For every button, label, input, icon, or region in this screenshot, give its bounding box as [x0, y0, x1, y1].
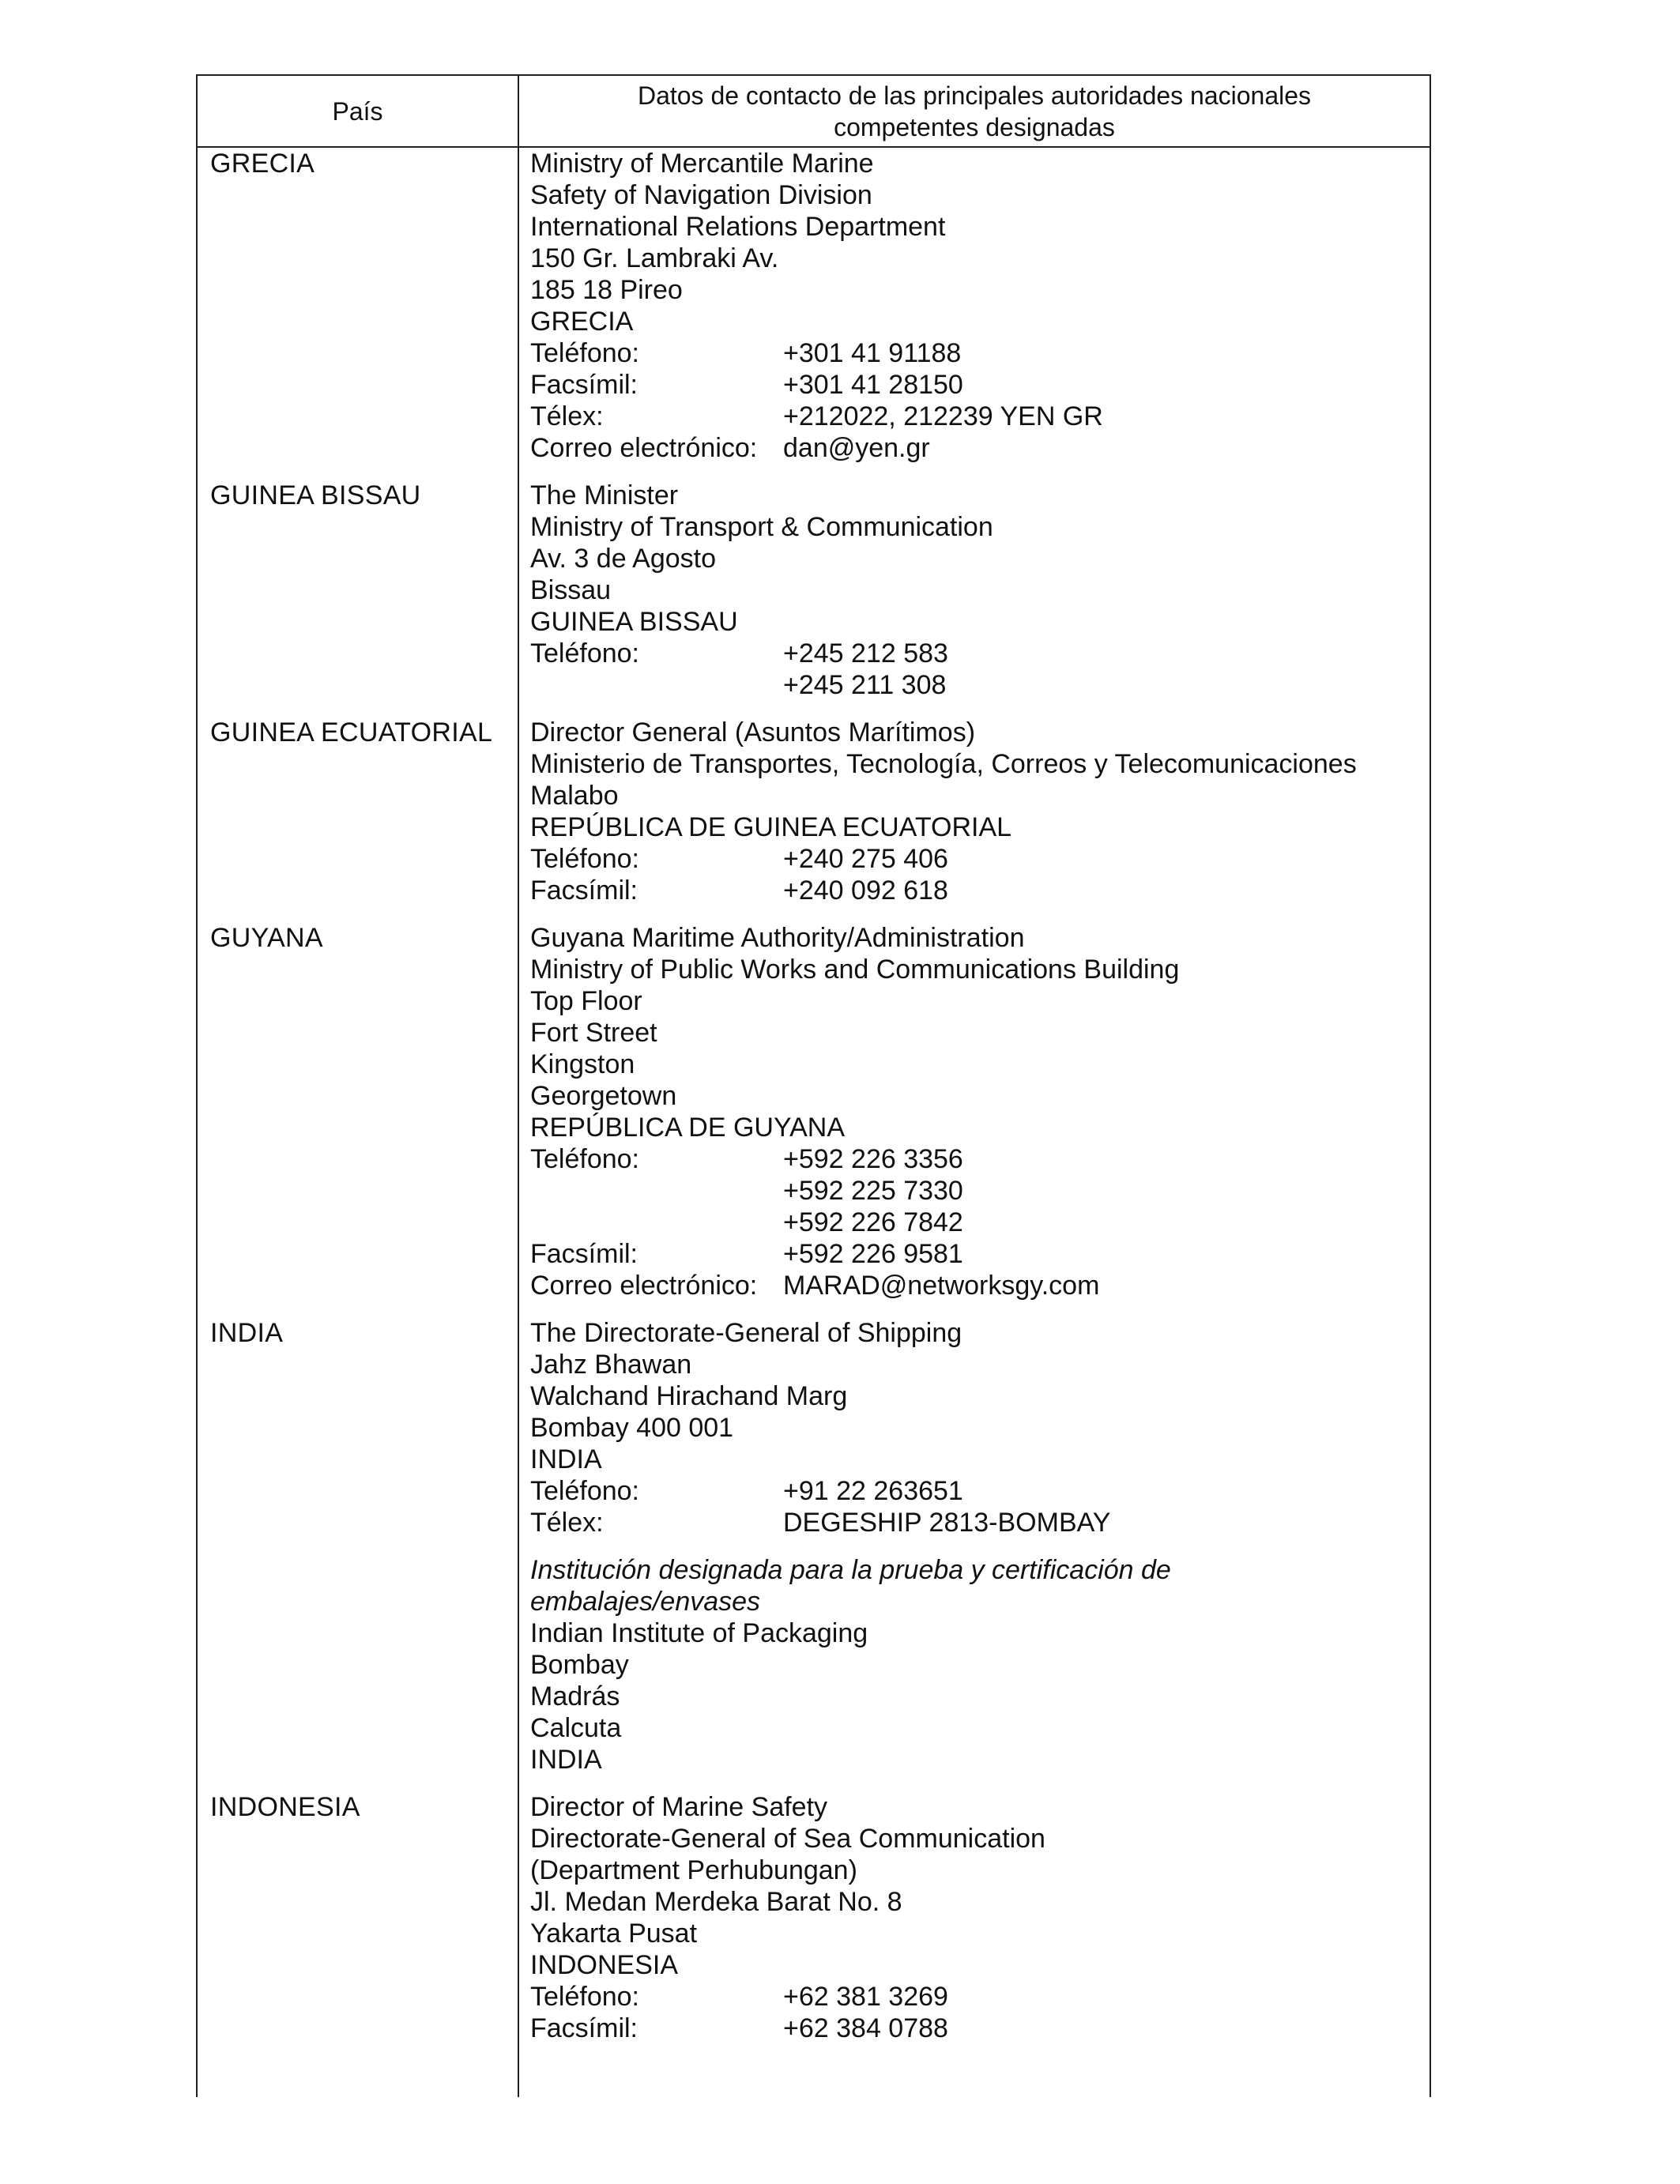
- table-body: [198, 148, 1430, 2060]
- address-line: Yakarta Pusat: [530, 1919, 698, 1949]
- field-label: Teléfono:: [530, 844, 639, 874]
- address-line: GRECIA: [530, 307, 634, 337]
- field-label: Teléfono:: [530, 1476, 639, 1506]
- designated-institution-heading: embalajes/envases: [530, 1587, 761, 1617]
- field-label: Facsímil:: [530, 1239, 638, 1269]
- contact-field: [530, 2013, 1430, 2044]
- field-label: Correo electrónico:: [530, 433, 758, 463]
- field-value: +301 41 91188: [783, 338, 962, 368]
- address-line: (Department Perhubungan): [530, 1855, 857, 1885]
- address-line: Av. 3 de Agosto: [530, 544, 717, 574]
- address-line: International Relations Department: [530, 212, 946, 242]
- contact-details: [518, 1791, 1430, 2044]
- field-label: Télex:: [530, 401, 604, 431]
- address-line: Ministry of Mercantile Marine: [530, 149, 874, 179]
- address-line: Director General (Asuntos Marítimos): [530, 717, 976, 747]
- country-name: GUINEA BISSAU: [210, 480, 421, 510]
- field-label: Télex:: [530, 1508, 604, 1538]
- table-row: [198, 717, 1430, 906]
- field-value: DEGESHIP 2813-BOMBAY: [783, 1508, 1111, 1538]
- field-label: Teléfono:: [530, 338, 639, 368]
- field-label: [530, 1175, 783, 1207]
- address-line: Georgetown: [530, 1081, 677, 1111]
- address-line: Ministry of Transport & Communication: [530, 512, 993, 542]
- contact-field: [530, 337, 1430, 369]
- country-name: INDIA: [210, 1318, 284, 1348]
- field-value: +592 226 9581: [783, 1239, 963, 1269]
- country-name: INDONESIA: [210, 1792, 360, 1822]
- address-line: The Directorate-General of Shipping: [530, 1318, 962, 1348]
- field-value: +240 092 618: [783, 875, 948, 906]
- address-line: Safety of Navigation Division: [530, 180, 872, 210]
- field-label: Correo electrónico:: [530, 1271, 758, 1301]
- field-label: Teléfono:: [530, 1144, 639, 1174]
- field-label: Facsímil:: [530, 875, 638, 906]
- contact-field: [530, 843, 1430, 875]
- field-value: +240 275 406: [783, 844, 948, 874]
- contact-field: [530, 1175, 1430, 1207]
- contact-field: [530, 369, 1430, 401]
- field-label: Teléfono:: [530, 638, 639, 668]
- contact-field: [530, 638, 1430, 669]
- contact-field: [530, 1981, 1430, 2013]
- field-value: dan@yen.gr: [783, 433, 930, 463]
- table-row: [198, 480, 1430, 701]
- table-row: [198, 1791, 1430, 2044]
- field-value: +301 41 28150: [783, 370, 963, 400]
- address-line: REPÚBLICA DE GUYANA: [530, 1113, 846, 1143]
- table-row: [198, 1317, 1430, 1775]
- contact-field: [530, 1270, 1430, 1301]
- contact-details: [518, 480, 1430, 701]
- header-contact: Datos de contacto de las principales autoridades nacionales competentes designadas: [637, 81, 1312, 141]
- address-line: 150 Gr. Lambraki Av.: [530, 243, 779, 273]
- address-line: Bombay: [530, 1650, 629, 1680]
- contact-details: [518, 148, 1430, 464]
- contact-field: [530, 875, 1430, 906]
- field-label: Teléfono:: [530, 1982, 639, 2012]
- field-value: +62 384 0788: [783, 2013, 948, 2043]
- address-line: Walchand Hirachand Marg: [530, 1381, 848, 1411]
- contact-field: [530, 1475, 1430, 1507]
- address-line: The Minister: [530, 480, 679, 510]
- address-line: Ministry of Public Works and Communications Building: [530, 955, 1180, 985]
- designated-institution-heading: Institución designada para la prueba y certificación de: [530, 1555, 1171, 1585]
- address-line: REPÚBLICA DE GUINEA ECUATORIAL: [530, 812, 1012, 842]
- address-line: Bombay 400 001: [530, 1413, 734, 1443]
- address-line: Bissau: [530, 575, 612, 605]
- field-value: +592 226 3356: [783, 1144, 963, 1174]
- table-row: [198, 922, 1430, 1301]
- field-value: +245 212 583: [783, 638, 948, 668]
- address-line: Madrás: [530, 1681, 620, 1711]
- field-label: Facsímil:: [530, 370, 638, 400]
- field-value: +62 381 3269: [783, 1982, 948, 2012]
- field-label: [530, 1207, 783, 1238]
- address-line: INDONESIA: [530, 1950, 679, 1980]
- contact-field: [530, 1207, 1430, 1238]
- contact-field: [530, 1143, 1430, 1175]
- field-value: MARAD@networksgy.com: [783, 1271, 1100, 1301]
- contacts-table: [196, 74, 1431, 2097]
- contact-details: [518, 717, 1430, 906]
- block-spacer: [530, 1538, 1430, 1554]
- contact-details: [518, 1317, 1430, 1775]
- address-line: INDIA: [530, 1444, 602, 1474]
- contact-details: [518, 922, 1430, 1301]
- address-line: Indian Institute of Packaging: [530, 1618, 868, 1648]
- table-header: [198, 76, 1430, 148]
- field-label: [530, 669, 783, 701]
- address-line: Kingston: [530, 1049, 635, 1079]
- contact-field: [530, 432, 1430, 464]
- country-name: GUYANA: [210, 923, 323, 953]
- field-value: +592 225 7330: [783, 1176, 963, 1206]
- address-line: Director of Marine Safety: [530, 1792, 828, 1822]
- field-label: Facsímil:: [530, 2013, 638, 2043]
- address-line: Ministerio de Transportes, Tecnología, Correos y Telecomunicaciones: [530, 749, 1357, 779]
- field-value: +245 211 308: [783, 670, 947, 700]
- country-name: GUINEA ECUATORIAL: [210, 717, 493, 747]
- address-line: Malabo: [530, 781, 619, 811]
- field-value: +592 226 7842: [783, 1207, 963, 1237]
- contact-field: [530, 1238, 1430, 1270]
- address-line: Jahz Bhawan: [530, 1350, 692, 1380]
- contact-field: [530, 1507, 1430, 1538]
- address-line: Jl. Medan Merdeka Barat No. 8: [530, 1887, 902, 1917]
- contact-field: [530, 669, 1430, 701]
- field-value: +91 22 263651: [783, 1476, 963, 1506]
- address-line: Calcuta: [530, 1713, 622, 1743]
- address-line: 185 18 Pireo: [530, 275, 683, 305]
- address-line: GUINEA BISSAU: [530, 607, 738, 637]
- address-line: Guyana Maritime Authority/Administration: [530, 923, 1025, 953]
- address-line: Fort Street: [530, 1018, 657, 1048]
- address-line: Top Floor: [530, 986, 642, 1016]
- table-row: [198, 148, 1430, 464]
- address-line: Directorate-General of Sea Communication: [530, 1824, 1045, 1854]
- contact-field: [530, 401, 1430, 432]
- header-country: País: [332, 96, 383, 126]
- field-value: +212022, 212239 YEN GR: [783, 401, 1103, 431]
- country-name: GRECIA: [210, 149, 315, 179]
- address-line: INDIA: [530, 1745, 602, 1775]
